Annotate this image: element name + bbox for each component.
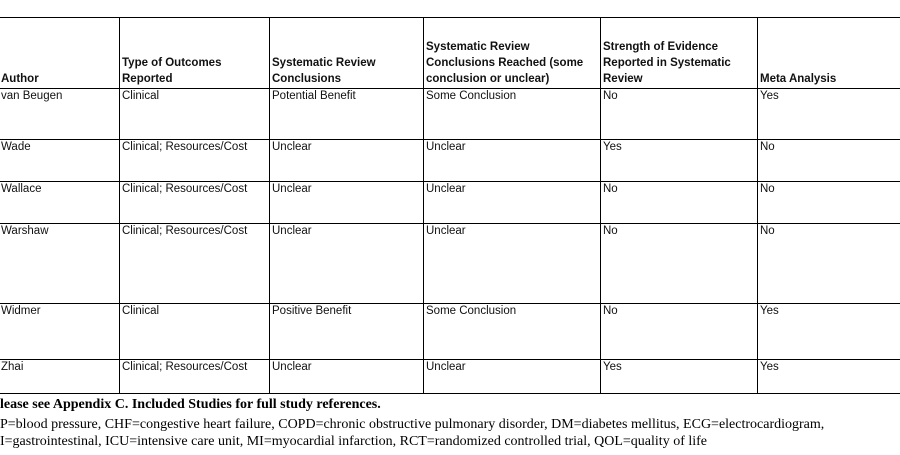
table-cell: Unclear (426, 361, 466, 373)
table-cell: No (760, 141, 775, 153)
author-cell: Wallace (1, 183, 42, 195)
column-divider (269, 17, 270, 393)
table-cell: Some Conclusion (426, 90, 517, 102)
table-cell: No (760, 225, 775, 237)
table-cell: Clinical (122, 90, 160, 102)
author-cell: Widmer (1, 305, 41, 317)
column-header: Systematic Review (426, 41, 530, 53)
table-cell: No (603, 90, 618, 102)
table-cell: Clinical; Resources/Cost (122, 225, 248, 237)
table-cell: Some Conclusion (426, 305, 517, 317)
column-divider (757, 17, 758, 393)
column-header: conclusion or unclear) (426, 73, 550, 85)
author-cell: van Beugen (1, 90, 63, 102)
column-header: Type of Outcomes (122, 57, 222, 69)
table-cell: Clinical; Resources/Cost (122, 141, 248, 153)
author-cell: Wade (1, 141, 31, 153)
column-divider (600, 17, 601, 393)
table-cell: Unclear (272, 361, 312, 373)
table-cell: Positive Benefit (272, 305, 352, 317)
column-header: Systematic Review (272, 57, 376, 69)
column-header: Review (603, 73, 643, 85)
table-cell: Unclear (426, 183, 466, 195)
table-cell: Unclear (426, 141, 466, 153)
column-header: Reported (122, 73, 173, 85)
table-cell: Unclear (272, 225, 312, 237)
table-cell: Unclear (426, 225, 466, 237)
row-divider (0, 393, 900, 394)
abbreviations-line-1: P=blood pressure, CHF=congestive heart failure, COPD=chronic obstructive pulmonary disorder, DM=diabetes mellitus, ECG=electrocardiogram, (0, 417, 825, 432)
table-cell: Unclear (272, 141, 312, 153)
column-header: Conclusions Reached (some (426, 57, 584, 69)
reference-note: lease see Appendix C. Included Studies for full study references. (0, 397, 381, 412)
table-cell: Unclear (272, 183, 312, 195)
author-cell: Zhai (1, 361, 24, 373)
table-cell: Clinical (122, 305, 160, 317)
table-cell: No (603, 183, 618, 195)
table-cell: Yes (760, 305, 779, 317)
table-top-border (0, 17, 900, 18)
table-cell: No (760, 183, 775, 195)
column-header: Meta Analysis (760, 73, 837, 85)
table-cell: No (603, 225, 618, 237)
column-header: Reported in Systematic (603, 57, 731, 69)
table-cell: Yes (603, 361, 622, 373)
abbreviations-line-2: I=gastrointestinal, ICU=intensive care unit, MI=myocardial infarction, RCT=randomized controlled trial, QOL=quality of life (0, 434, 708, 449)
column-divider (423, 17, 424, 393)
column-header: Strength of Evidence (603, 41, 719, 53)
author-cell: Warshaw (1, 225, 49, 237)
column-header: Conclusions (272, 73, 342, 85)
table-cell: Yes (760, 361, 779, 373)
table-cell: Clinical; Resources/Cost (122, 183, 248, 195)
column-header: Author (1, 73, 39, 85)
table-cell: Yes (603, 141, 622, 153)
table-cell: Yes (760, 90, 779, 102)
table-cell: No (603, 305, 618, 317)
column-divider (119, 17, 120, 393)
table-cell: Clinical; Resources/Cost (122, 361, 248, 373)
table-cell: Potential Benefit (272, 90, 356, 102)
